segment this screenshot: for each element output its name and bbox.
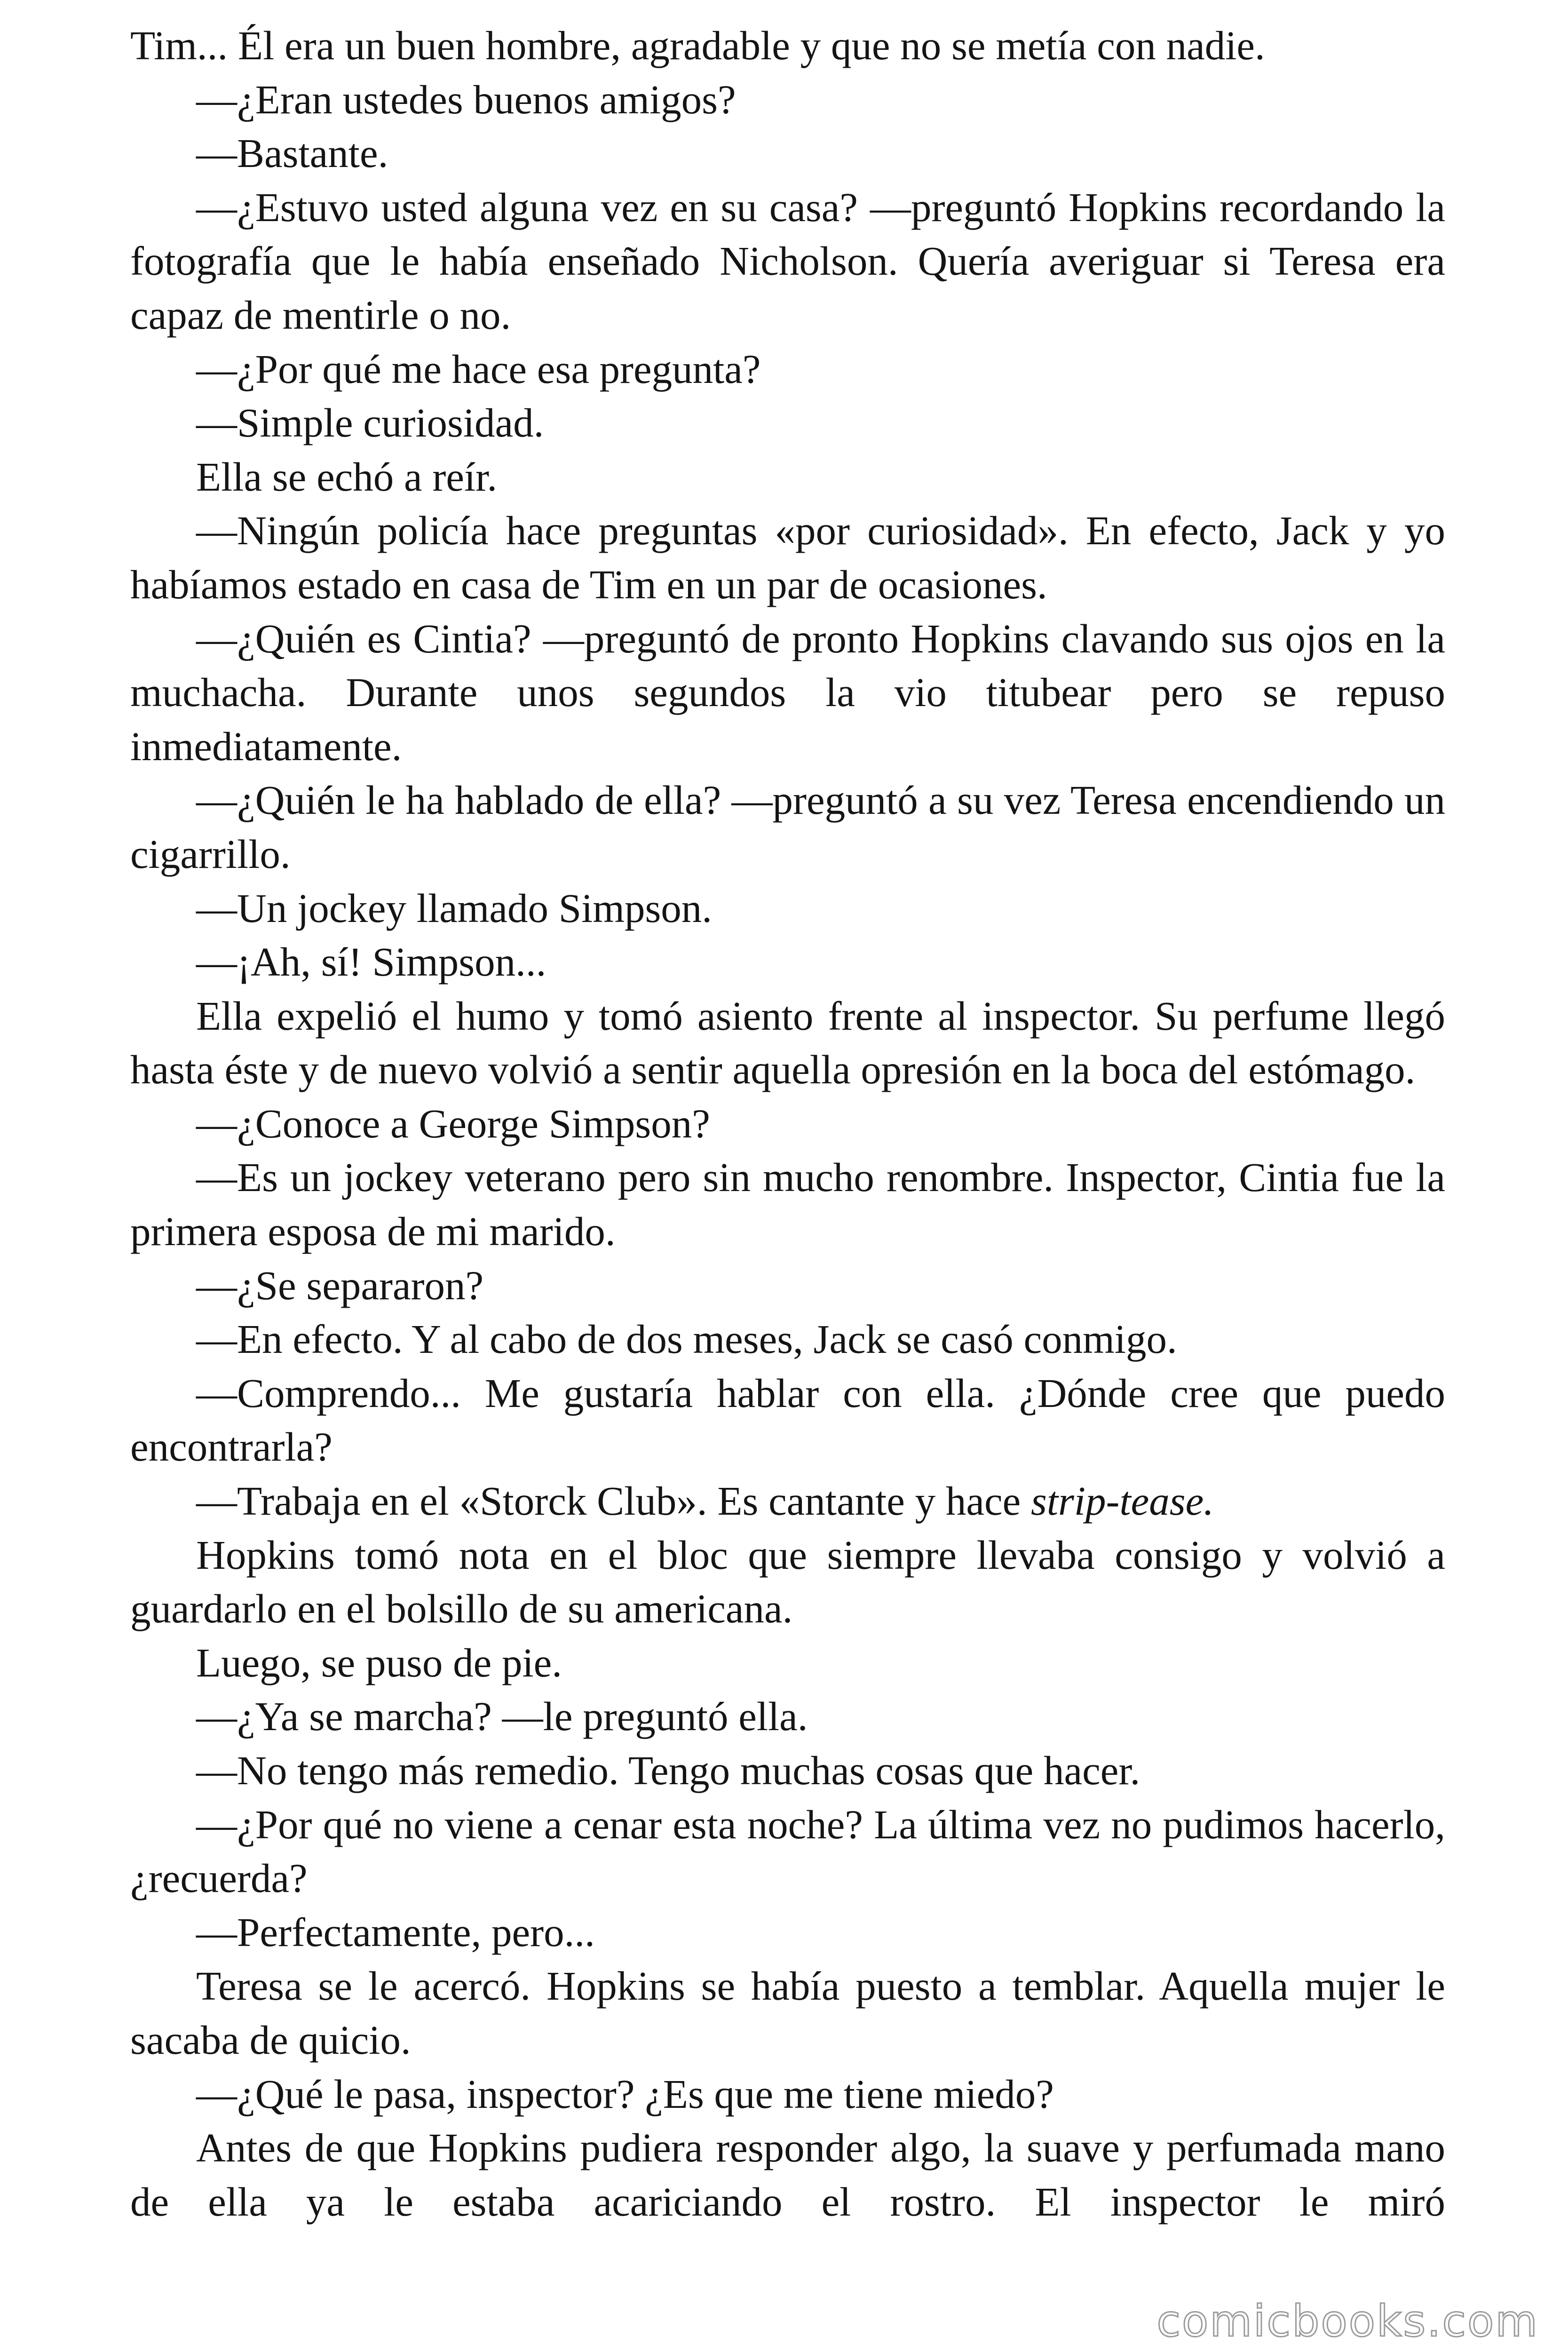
paragraph: —¿Eran ustedes buenos amigos? [196,76,736,122]
paragraph-with-italic [130,1474,1445,1528]
paragraph: —Es un jockey veterano pero sin mucho renombre. Inspector, Cintia fue la primera esposa de mi marido. [130,1154,1445,1255]
paragraph: —¿Por qué me hace esa pregunta? [196,346,761,392]
paragraph: —En efecto. Y al cabo de dos meses, Jack se casó conmigo. [196,1316,1177,1362]
paragraph: —Perfectamente, pero... [196,1909,595,1955]
paragraph: —¿Por qué no viene a cenar esta noche? La última vez no pudimos hacerlo, ¿recuerda? [130,1801,1445,1901]
paragraph: Ella se echó a reír. [196,453,498,500]
paragraph: —¿Quién le ha hablado de ella? —preguntó a su vez Teresa encendiendo un cigarrillo. [130,777,1445,877]
paragraph: Luego, se puso de pie. [196,1639,562,1685]
paragraph: —Simple curiosidad. [196,400,544,446]
paragraph: Tim... Él era un buen hombre, agradable y que no se metía con nadie. [130,23,1265,68]
paragraph: Hopkins tomó nota en el bloc que siempre llevaba consigo y volvió a guardarlo en el bolsillo de su americana. [130,1532,1445,1632]
paragraph: Teresa se le acercó. Hopkins se había puesto a temblar. Aquella mujer le sacaba de quicio. [130,1963,1445,2063]
paragraph: —No tengo más remedio. Tengo muchas cosas que hacer. [196,1748,1140,1793]
paragraph: —¡Ah, sí! Simpson... [196,939,546,985]
paragraph: —¿Conoce a George Simpson? [196,1100,710,1146]
paragraph: —Bastante. [196,130,388,176]
paragraph: Antes de que Hopkins pudiera responder algo, la suave y perfumada mano de ella ya le estaba acariciando el rostro. El inspector le miró [130,2125,1445,2225]
paragraph-text: —Trabaja en el «Storck Club». Es cantante y hace [196,1478,1031,1524]
paragraph: Ella expelió el humo y tomó asiento frente al inspector. Su perfume llegó hasta éste y de nuevo volvió a sentir aquella opresión en la boca del estómago. [130,993,1445,1093]
paragraph: —¿Estuvo usted alguna vez en su casa? —preguntó Hopkins recordando la fotografía que le había enseñado Nicholson. Quería averiguar si Teresa era capaz de mentirle o no. [130,184,1445,338]
paragraph: —Ningún policía hace preguntas «por curiosidad». En efecto, Jack y yo habíamos estado en casa de Tim en un par de ocasiones. [130,508,1445,607]
paragraph: —¿Ya se marcha? —le preguntó ella. [196,1693,808,1740]
paragraph: —¿Quién es Cintia? —preguntó de pronto Hopkins clavando sus ojos en la muchacha. Durante unos segundos la vio titubear pero se repuso inmediatamente. [130,615,1445,769]
paragraph: —¿Se separaron? [196,1262,484,1308]
document-page [130,19,1445,2229]
paragraph: —¿Qué le pasa, inspector? ¿Es que me tiene miedo? [196,2071,1054,2117]
paragraph: —Comprendo... Me gustaría hablar con ella. ¿Dónde cree que puedo encontrarla? [130,1370,1445,1470]
paragraph: —Un jockey llamado Simpson. [196,885,713,931]
italic-term: strip-tease. [1030,1478,1214,1524]
watermark-logo: comicbooks.com [1156,2296,1539,2346]
